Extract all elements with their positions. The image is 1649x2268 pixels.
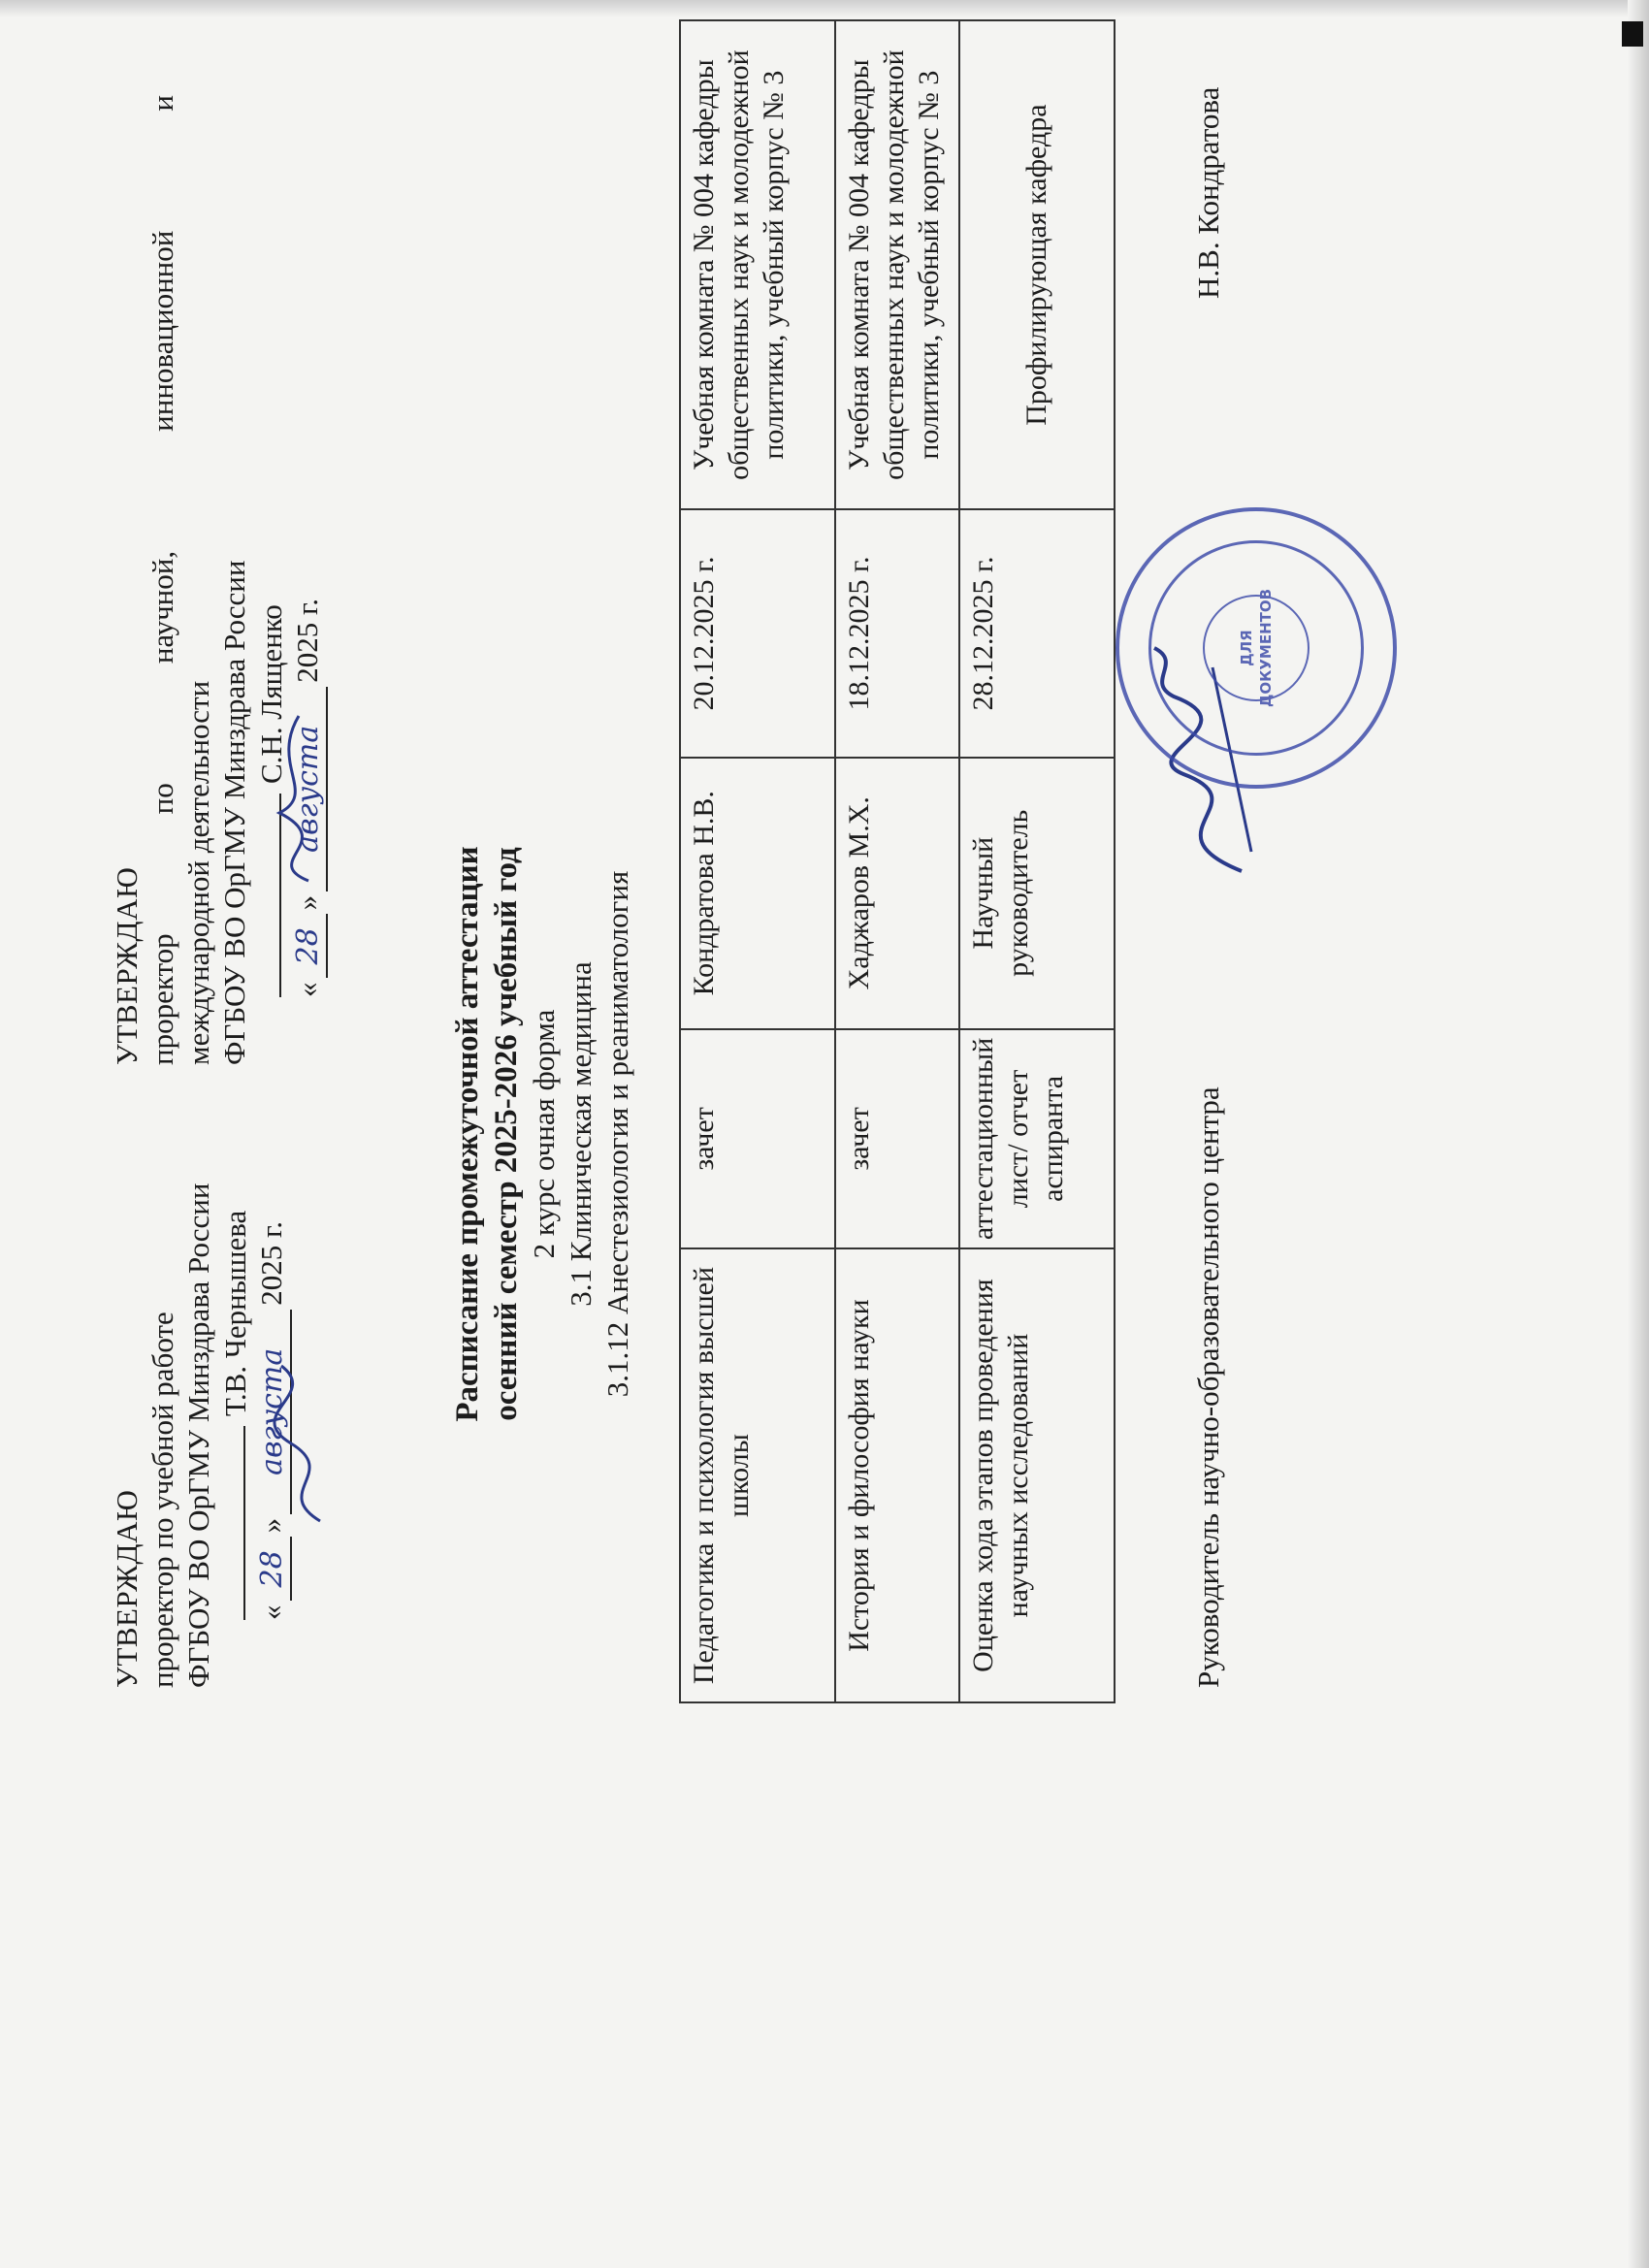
title-line-2: осенний семестр 2025-2026 учебный год <box>489 847 524 1421</box>
signature-scribble-left <box>262 1356 340 1531</box>
cell-form: зачет <box>835 1029 959 1248</box>
approval-year: 2025 г. <box>290 599 324 683</box>
approval-heading: УТВЕРЖДАЮ <box>110 1489 144 1688</box>
signature-line <box>216 1086 253 1688</box>
cell-room: Учебная комната № 004 кафедры общественных наук и молодежной политики, учебный корпус № 3 <box>680 20 835 509</box>
footer-position: Руководитель научно-образовательного центра <box>1191 1086 1225 1688</box>
approval-position: проректор по учебной работе <box>146 1312 179 1688</box>
signature-scribble-right <box>260 706 338 891</box>
approval-month: августа <box>290 687 328 891</box>
cell-room: Профилирующая кафедра <box>959 20 1115 509</box>
cell-discipline: Педагогика и психология высшей школы <box>680 1248 835 1702</box>
cell-form: зачет <box>680 1029 835 1248</box>
approval-day: 28 <box>290 914 328 978</box>
cell-room: Учебная комната № 004 кафедры общественных наук и молодежной политики, учебный корпус № 3 <box>835 20 959 509</box>
approval-year: 2025 г. <box>254 1221 288 1306</box>
approval-org: ФГБОУ ВО ОрГМУ Минздрава России <box>181 1183 215 1688</box>
cell-discipline: История и философия науки <box>835 1248 959 1702</box>
cell-date: 20.12.2025 г. <box>680 509 835 757</box>
approval-heading: УТВЕРЖДАЮ <box>110 866 144 1065</box>
document-title <box>448 0 636 2268</box>
approval-position: проректор по научной, инновационной и <box>146 95 179 1065</box>
approver-name: Т.В. Чернышева <box>218 1210 252 1416</box>
cell-teacher: Хаджаров М.Х. <box>835 758 959 1029</box>
table-row <box>959 20 1115 1702</box>
title-line-5: 3.1.12 Анестезиология и реаниматология <box>600 870 634 1398</box>
stamp-text: ДЛЯ ДОКУМЕНТОВ <box>1238 588 1275 708</box>
title-line-4: 3.1 Клиническая медицина <box>564 961 598 1307</box>
cell-discipline: Оценка хода этапов проведения научных исследований <box>959 1248 1115 1702</box>
signature-blank <box>216 1426 245 1620</box>
approval-org: ФГБОУ ВО ОрГМУ Минздрава России <box>217 560 251 1065</box>
approval-date: « 28 » августа 2025 г. <box>253 1086 292 1688</box>
table-row <box>835 20 959 1702</box>
cell-teacher: Научный руководитель <box>959 758 1115 1029</box>
table-row <box>680 20 835 1702</box>
cell-teacher: Кондратова Н.В. <box>680 758 835 1029</box>
approval-date: « 28 » августа 2025 г. <box>289 95 328 1065</box>
title-line-1: Расписание промежуточной аттестации <box>450 846 485 1422</box>
stamp-core <box>1203 588 1310 708</box>
cell-date: 18.12.2025 г. <box>835 509 959 757</box>
cell-date: 28.12.2025 г. <box>959 509 1115 757</box>
schedule-table <box>679 19 1116 1703</box>
footer-name: Н.В. Кондратова <box>1191 86 1225 299</box>
approval-month: августа <box>254 1310 292 1514</box>
approval-day: 28 <box>254 1537 292 1601</box>
cell-form: аттестационный лист/ отчет аспиранта <box>959 1029 1115 1248</box>
approval-block-right <box>109 95 328 1065</box>
approver-name: С.Н. Лященко <box>254 604 288 784</box>
official-stamp <box>1116 507 1397 789</box>
title-line-3: 2 курс очная форма <box>527 1009 561 1259</box>
signature-line <box>252 95 289 1065</box>
approval-position-cont: международной деятельности <box>181 680 215 1065</box>
